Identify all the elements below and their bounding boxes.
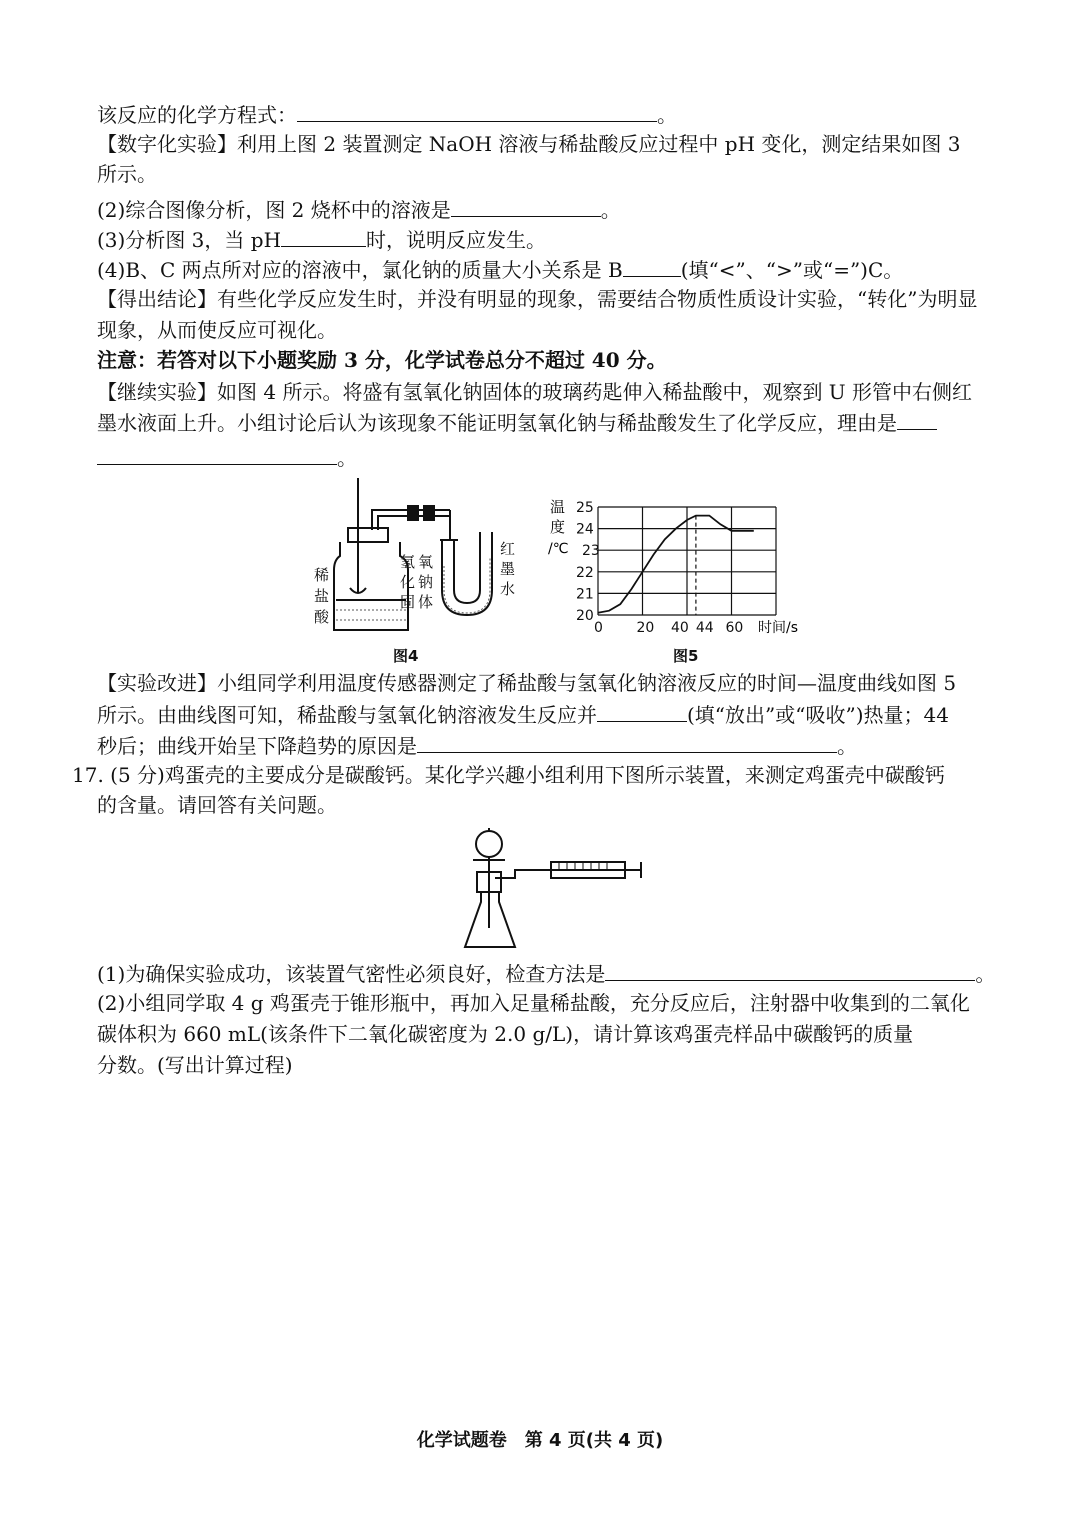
- x-tick-labels: [594, 620, 743, 636]
- figure-4-apparatus: [300, 470, 540, 640]
- label-dilute-acid-2: 盐: [314, 587, 330, 605]
- temperature-curve: [598, 516, 754, 613]
- x-tick-label: 40: [671, 620, 689, 636]
- text: 。: [837, 734, 857, 758]
- x-tick-label: 20: [636, 620, 655, 636]
- label-dilute-acid-3: 酸: [314, 608, 330, 626]
- y-axis-label-3: /℃: [548, 541, 569, 557]
- answer-blank[interactable]: [281, 224, 366, 247]
- answer-blank[interactable]: [297, 99, 657, 122]
- text: 。: [600, 198, 621, 222]
- text: (2)综合图像分析，图 2 烧杯中的溶液是: [97, 198, 451, 222]
- label-red-ink-3: 水: [500, 580, 516, 598]
- y-tick-labels: [576, 500, 600, 624]
- stopper: [348, 528, 388, 542]
- continue-experiment-line: 【继续实验】如图 4 所示。将盛有氢氧化钠固体的玻璃药匙伸入稀盐酸中，观察到 U 形管中右侧红: [97, 380, 973, 404]
- x-tick-label: 60: [725, 620, 744, 636]
- label-naoh-6: 体: [418, 593, 434, 611]
- figure-4-caption: 图4: [393, 647, 419, 665]
- answer-blank[interactable]: [97, 442, 337, 465]
- text: (3)分析图 3，当 pH: [97, 228, 282, 252]
- question-17: 17. (5 分)鸡蛋壳的主要成分是碳酸钙。某化学兴趣小组利用下图所示装置，来测定鸡蛋壳中碳酸钙: [72, 763, 945, 787]
- text: 所示。由曲线图可知，稀盐酸与氢氧化钠溶液发生反应并: [97, 703, 597, 727]
- question-2: [97, 194, 621, 225]
- answer-blank[interactable]: [597, 699, 687, 722]
- label-naoh-2: 化: [400, 573, 416, 591]
- text: (填“<”、“>”或“=”)C。: [680, 258, 904, 282]
- text: (填“放出”或“吸收”)热量；44: [687, 703, 949, 727]
- bonus-note: 注意：若答对以下小题奖励 3 分，化学试卷总分不超过 40 分。: [97, 348, 667, 372]
- y-tick-label: 22: [576, 564, 594, 581]
- reason-line-2: [97, 442, 357, 473]
- label-naoh-3: 固: [400, 593, 416, 611]
- text-line: 分数。(写出计算过程): [97, 1053, 293, 1077]
- airtightness-question: [97, 958, 995, 989]
- connector: [408, 506, 418, 520]
- conclusion-line: 【得出结论】有些化学反应发生时，并没有明显的现象，需要结合物质性质设计实验，“转化”为明显: [97, 287, 978, 311]
- u-tube-inner: [454, 532, 480, 603]
- answer-blank[interactable]: [451, 194, 601, 217]
- figure-5-caption: 图5: [673, 647, 699, 665]
- x-tick-label: 0: [594, 620, 603, 636]
- y-tick-label: 23: [582, 543, 600, 560]
- text: 时，说明反应发生。: [366, 228, 547, 252]
- label-red-ink-2: 墨: [500, 560, 516, 578]
- text: (1)为确保实验成功，该装置气密性必须良好，检查方法是: [97, 962, 606, 986]
- label-naoh-1: 氢: [400, 553, 416, 571]
- text-line: 所示。: [97, 162, 157, 186]
- y-tick-label: 20: [576, 608, 594, 624]
- red-ink: [444, 558, 490, 613]
- label-dilute-acid-1: 稀: [314, 566, 330, 584]
- text: 。: [657, 103, 677, 127]
- text: (4)B、C 两点所对应的溶液中，氯化钠的质量大小关系是 B: [97, 258, 623, 282]
- flask-syringe-apparatus: [455, 822, 655, 952]
- calculation-question: (2)小组同学取 4 g 鸡蛋壳于锥形瓶中，再加入足量稀盐酸，充分反应后，注射器中收集到的二氧化: [97, 991, 970, 1015]
- text-line: 碳体积为 660 mL(该条件下二氧化碳密度为 2.0 g/L)，请计算该鸡蛋壳样品中碳酸钙的质量: [97, 1022, 914, 1046]
- text: 。: [337, 446, 357, 470]
- label-naoh-5: 钠: [418, 573, 434, 591]
- x-axis-label: 时间/s: [758, 620, 799, 636]
- text-line: 的含量。请回答有关问题。: [97, 793, 337, 817]
- question-4: [97, 254, 903, 285]
- funnel-bulb: [476, 831, 502, 857]
- y-tick-label: 21: [576, 586, 594, 603]
- x-tick-label: 44: [695, 620, 714, 636]
- answer-blank[interactable]: [417, 730, 837, 753]
- equation-line: [97, 99, 677, 130]
- heat-line: [97, 699, 949, 730]
- question-3: [97, 224, 546, 255]
- label-naoh-4: 氧: [418, 553, 434, 571]
- y-tick-label: 24: [576, 521, 594, 538]
- connector: [424, 506, 434, 520]
- figure-5-chart: [540, 495, 815, 640]
- answer-blank[interactable]: [623, 254, 681, 277]
- gas-tube: [495, 870, 633, 878]
- text-line: 现象，从而使反应可视化。: [97, 318, 337, 342]
- answer-blank[interactable]: [605, 958, 975, 981]
- digital-experiment-line: 【数字化实验】利用上图 2 装置测定 NaOH 溶液与稀盐酸反应过程中 pH 变化，测定结果如图 3: [97, 132, 961, 156]
- text: 墨水液面上升。小组讨论后认为该现象不能证明氢氧化钠与稀盐酸发生了化学反应，理由是: [97, 411, 897, 435]
- answer-blank[interactable]: [897, 407, 937, 430]
- reason-line: [97, 407, 937, 438]
- text: 该反应的化学方程式：: [97, 103, 297, 127]
- y-axis-label-2: 度: [550, 518, 566, 536]
- page-footer: 化学试题卷 第 4 页(共 4 页): [416, 1430, 664, 1451]
- text: 秒后；曲线开始呈下降趋势的原因是: [97, 734, 417, 758]
- text: 。: [975, 962, 996, 986]
- y-tick-label: 25: [576, 500, 594, 516]
- y-axis-label-1: 温: [550, 498, 566, 516]
- label-red-ink-1: 红: [500, 540, 516, 558]
- bottle: [334, 542, 408, 630]
- decline-reason-line: [97, 730, 857, 761]
- improvement-line: 【实验改进】小组同学利用温度传感器测定了稀盐酸与氢氧化钠溶液反应的时间—温度曲线如图 5: [97, 671, 957, 695]
